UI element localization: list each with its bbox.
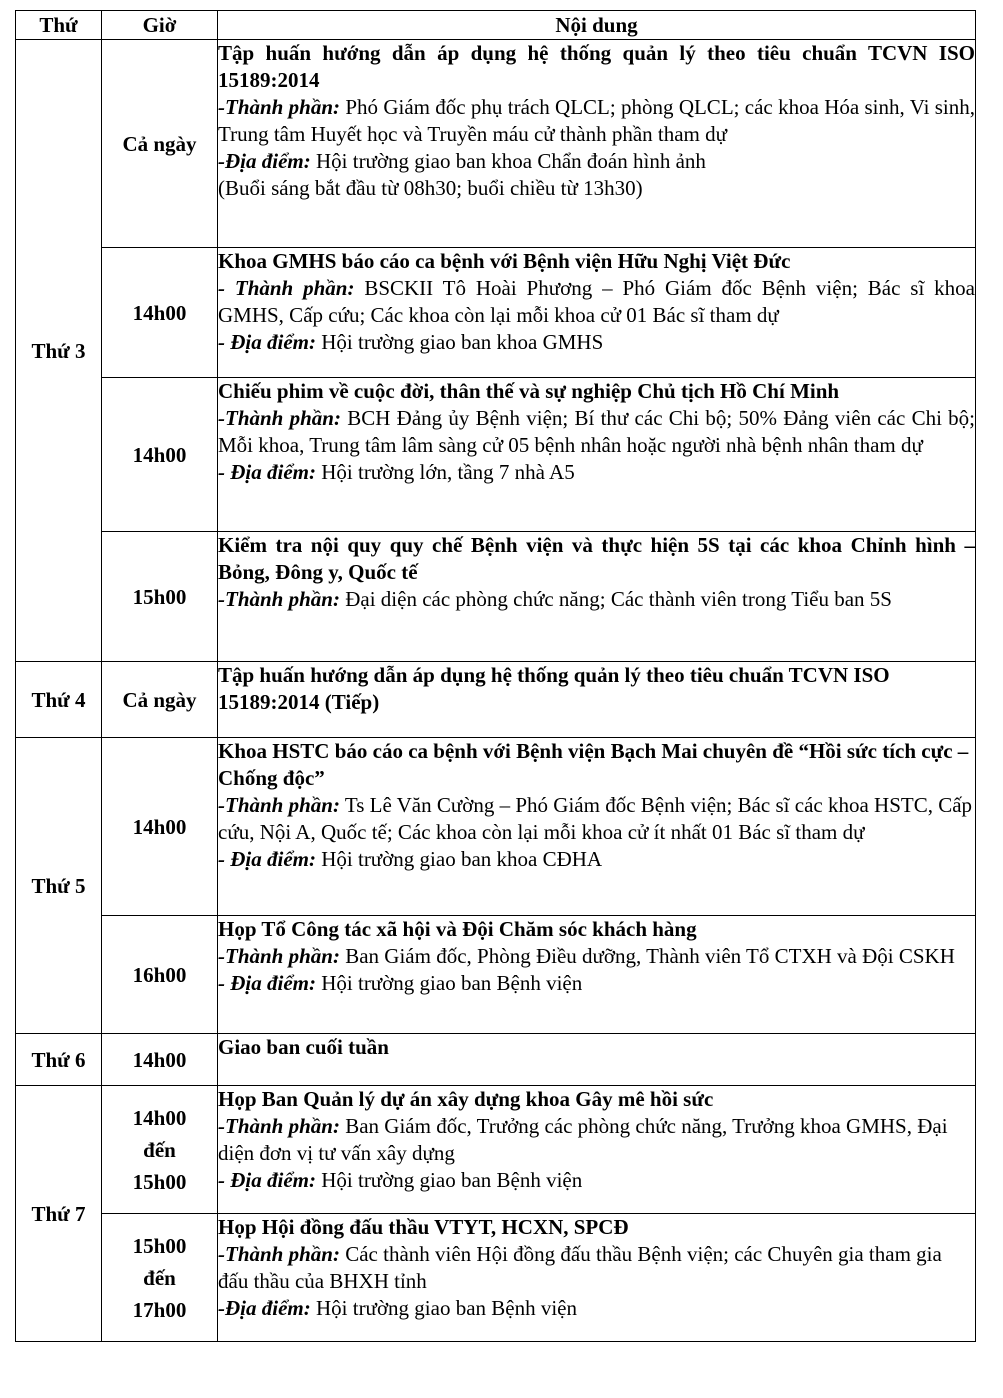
- content-cell: [218, 1034, 976, 1086]
- location-text: Hội trường giao ban Bệnh viện: [315, 971, 583, 995]
- day-cell: Thứ 3: [16, 40, 102, 662]
- event-location: [218, 459, 975, 486]
- event-attendees: [218, 586, 975, 613]
- event-attendees: [218, 943, 975, 970]
- time-end: 17h00: [132, 1297, 187, 1322]
- table-row: [16, 916, 976, 1034]
- time-value: 14h00: [132, 300, 187, 325]
- table-row: [16, 1214, 976, 1342]
- time-cell: [102, 248, 218, 378]
- attendees-label: -Thành phần:: [218, 1114, 340, 1138]
- attendees-label: - Thành phần:: [218, 276, 355, 300]
- time-value: 14h00: [132, 442, 187, 467]
- day-cell: Thứ 4: [16, 662, 102, 738]
- attendees-text: BCH Đảng ủy Bệnh viện; Bí thư các Chi bộ; 50% Đảng viên các Chi bộ; Mỗi khoa, Trung tâm lâm sàng cử 05 bệnh nhân hoặc người nhà bệnh nhân tham dự: [218, 406, 975, 457]
- location-label: - Địa điểm:: [218, 460, 316, 484]
- header-time: Giờ: [102, 11, 218, 40]
- time-end: 15h00: [132, 1169, 187, 1194]
- table-row: [16, 738, 976, 916]
- event-location: [218, 1167, 975, 1194]
- time-value: 14h00: [132, 814, 187, 839]
- location-label: -Địa điểm:: [218, 149, 311, 173]
- content-cell: [218, 1214, 976, 1342]
- time-value: Cả ngày: [122, 131, 197, 156]
- time-cell: [102, 662, 218, 738]
- attendees-label: -Thành phần:: [218, 406, 341, 430]
- event-title: Giao ban cuối tuần: [218, 1035, 389, 1059]
- time-cell: [102, 916, 218, 1034]
- time-cell: [102, 738, 218, 916]
- event-title: Họp Ban Quản lý dự án xây dựng khoa Gây mê hồi sức: [218, 1087, 714, 1111]
- attendees-text: BSCKII Tô Hoài Phương – Phó Giám đốc Bệnh viện; Bác sĩ khoa GMHS, Cấp cứu; Các khoa còn lại mỗi khoa cử 01 Bác sĩ tham dự: [218, 276, 975, 327]
- event-title: Tập huấn hướng dẫn áp dụng hệ thống quản lý theo tiêu chuẩn TCVN ISO 15189:2014 (Tiếp): [218, 663, 890, 714]
- attendees-text: Phó Giám đốc phụ trách QLCL; phòng QLCL; các khoa Hóa sinh, Vi sinh, Trung tâm Huyết học và Truyền máu cử thành phần tham dự: [218, 95, 975, 146]
- table-row: [16, 1086, 976, 1214]
- location-label: -Địa điểm:: [218, 1296, 311, 1320]
- day-cell: Thứ 5: [16, 738, 102, 1034]
- event-attendees: [218, 1113, 975, 1167]
- event-attendees: [218, 1241, 975, 1295]
- event-location: [218, 970, 975, 997]
- time-separator: đến: [143, 1265, 176, 1290]
- table-row: [16, 1034, 976, 1086]
- event-location: [218, 329, 975, 356]
- content-cell: [218, 738, 976, 916]
- attendees-label: -Thành phần:: [218, 95, 341, 119]
- attendees-text: Đại diện các phòng chức năng; Các thành viên trong Tiểu ban 5S: [339, 587, 892, 611]
- content-cell: [218, 378, 976, 532]
- table-row: [16, 378, 976, 532]
- time-start: 15h00: [132, 1233, 187, 1258]
- time-value: 15h00: [132, 584, 187, 609]
- content-cell: [218, 1086, 976, 1214]
- event-note: [218, 175, 975, 202]
- attendees-label: -Thành phần:: [218, 944, 340, 968]
- content-cell: [218, 662, 976, 738]
- time-cell: [102, 40, 218, 248]
- time-cell: [102, 1034, 218, 1086]
- event-title: Họp Hội đồng đấu thầu VTYT, HCXN, SPCĐ: [218, 1215, 629, 1239]
- day-cell: Thứ 7: [16, 1086, 102, 1342]
- time-cell: [102, 1214, 218, 1342]
- location-label: - Địa điểm:: [218, 847, 316, 871]
- header-row: [16, 11, 976, 40]
- weekly-schedule-table: [15, 10, 976, 1342]
- location-label: - Địa điểm:: [218, 330, 316, 354]
- content-cell: [218, 40, 976, 248]
- time-value: 14h00: [132, 1047, 187, 1072]
- attendees-text: Các thành viên Hội đồng đấu thầu Bệnh viện; các Chuyên gia tham gia đấu thầu của BHXH tỉnh: [218, 1242, 942, 1293]
- event-title: Khoa GMHS báo cáo ca bệnh với Bệnh viện Hữu Nghị Việt Đức: [218, 249, 791, 273]
- table-row: [16, 662, 976, 738]
- time-cell: [102, 378, 218, 532]
- location-text: Hội trường lớn, tầng 7 nhà A5: [315, 460, 575, 484]
- attendees-label: -Thành phần:: [218, 1242, 340, 1266]
- event-title: Họp Tổ Công tác xã hội và Đội Chăm sóc khách hàng: [218, 917, 697, 941]
- time-value: 16h00: [132, 962, 187, 987]
- table-row: [16, 532, 976, 662]
- time-cell: [102, 1086, 218, 1214]
- header-day: Thứ: [16, 11, 102, 40]
- location-label: - Địa điểm:: [218, 1168, 316, 1192]
- attendees-label: -Thành phần:: [218, 587, 340, 611]
- event-attendees: [218, 94, 975, 148]
- event-title: Khoa HSTC báo cáo ca bệnh với Bệnh viện Bạch Mai chuyên đề “Hồi sức tích cực – Chống độc”: [218, 739, 969, 790]
- time-start: 14h00: [132, 1105, 187, 1130]
- event-attendees: [218, 405, 975, 459]
- location-label: - Địa điểm:: [218, 971, 316, 995]
- time-value: Cả ngày: [122, 687, 197, 712]
- location-text: Hội trường giao ban Bệnh viện: [310, 1296, 578, 1320]
- event-attendees: [218, 275, 975, 329]
- event-title: Kiểm tra nội quy quy chế Bệnh viện và thực hiện 5S tại các khoa Chỉnh hình – Bỏng, Đông y, Quốc tế: [218, 533, 975, 584]
- day-cell: Thứ 6: [16, 1034, 102, 1086]
- header-content: Nội dung: [218, 11, 976, 40]
- note-text: (Buổi sáng bắt đầu từ 08h30; buổi chiều từ 13h30): [218, 176, 643, 200]
- table-row: [16, 248, 976, 378]
- event-title: Tập huấn hướng dẫn áp dụng hệ thống quản lý theo tiêu chuẩn TCVN ISO 15189:2014: [218, 41, 975, 92]
- attendees-label: -Thành phần:: [218, 793, 340, 817]
- location-text: Hội trường giao ban khoa Chẩn đoán hình ảnh: [310, 149, 706, 173]
- content-cell: [218, 532, 976, 662]
- time-separator: đến: [143, 1137, 176, 1162]
- event-attendees: [218, 792, 975, 846]
- location-text: Hội trường giao ban Bệnh viện: [315, 1168, 583, 1192]
- content-cell: [218, 248, 976, 378]
- table-row: [16, 40, 976, 248]
- attendees-text: Ban Giám đốc, Phòng Điều dưỡng, Thành viên Tổ CTXH và Đội CSKH: [339, 944, 955, 968]
- location-text: Hội trường giao ban khoa GMHS: [315, 330, 604, 354]
- event-location: [218, 1295, 975, 1322]
- attendees-text: Ts Lê Văn Cường – Phó Giám đốc Bệnh viện; Bác sĩ các khoa HSTC, Cấp cứu, Nội A, Quốc tế; Các khoa còn lại mỗi khoa cử ít nhất 01 Bác sĩ tham dự: [218, 793, 973, 844]
- location-text: Hội trường giao ban khoa CĐHA: [315, 847, 603, 871]
- time-cell: [102, 532, 218, 662]
- event-location: [218, 846, 975, 873]
- event-title: Chiếu phim về cuộc đời, thân thế và sự nghiệp Chủ tịch Hồ Chí Minh: [218, 379, 840, 403]
- attendees-text: Ban Giám đốc, Trưởng các phòng chức năng, Trưởng khoa GMHS, Đại diện đơn vị tư vấn xây dựng: [218, 1114, 948, 1165]
- event-location: [218, 148, 975, 175]
- content-cell: [218, 916, 976, 1034]
